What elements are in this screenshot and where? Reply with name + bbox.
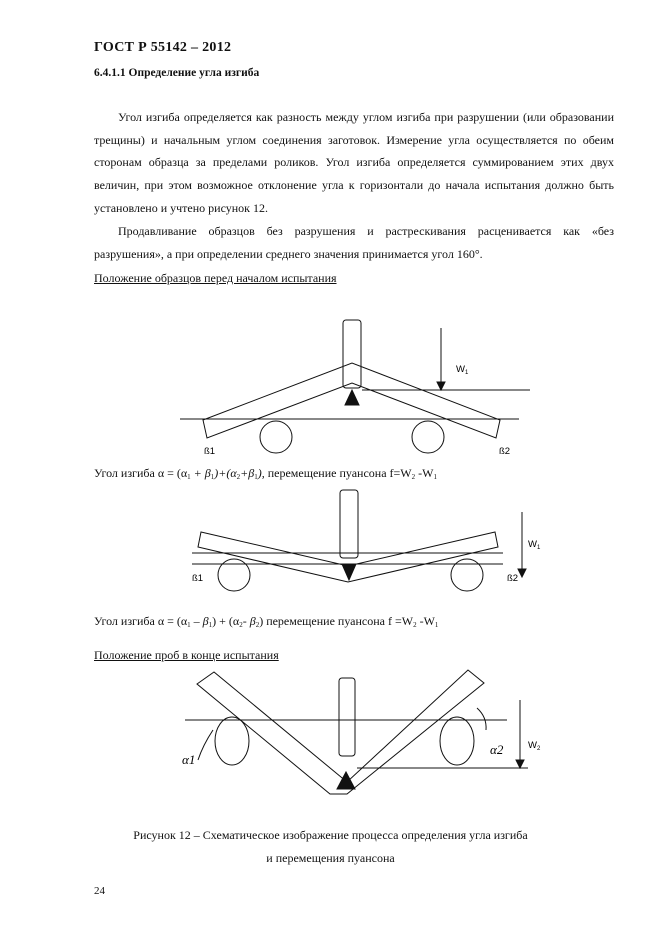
alpha1-leader [198,730,213,760]
paragraph-no-failure-text: Продавливание образцов без разрушения и растрескивания расценивается как «без разрушения», а при определении среднего значения принимается угол 160°. [94,224,614,261]
w1-label-2: $W_1$ [528,539,541,551]
w1-arrowhead-2 [518,569,526,577]
punch-1 [343,320,361,388]
alpha1-label: α1 [182,752,196,767]
page-number: 24 [94,885,105,897]
roller-right-1 [412,421,444,453]
document-code: ГОСТ Р 55142 – 2012 [94,40,232,55]
formula-bend-angle-1: Угол изгиба $\alpha = (\alpha_1 + \beta_1)+(\alpha_2+\beta_1)$, перемещение пуансона $f=W_2$ $-W_1$ [94,466,437,481]
punch-2 [340,490,358,558]
roller-left-3 [215,717,249,765]
beta2-label-1: ß2 [499,446,511,457]
figure-caption-line2: и перемещения пуансона [266,851,395,865]
w2-label-3: $W_2$ [528,740,541,752]
heading-end-position: Положение проб в конце испытания [94,648,279,662]
heading-start-position: Положение образцов перед началом испытания [94,271,337,285]
beta1-label-1: ß1 [204,446,216,457]
support-3 [337,772,355,789]
punch-3 [339,678,355,756]
figure-caption-line1: Рисунок 12 – Схематическое изображение процесса определения угла изгиба [133,828,528,842]
roller-left-1 [260,421,292,453]
alpha2-label: α2 [490,742,504,757]
w1-arrowhead-1 [437,382,445,390]
w2-arrowhead-3 [516,760,524,768]
beta1-label-2: ß1 [192,573,204,584]
formula-bend-angle-2: Угол изгиба $\alpha = (\alpha_1 - \beta_1) + (\alpha_2-$ $\beta_2$) перемещение пуансона $f =W_2$ $-W_1$ [94,614,439,629]
section-title: 6.4.1.1 Определение угла изгиба [94,67,260,79]
w1-label-1: $W_1$ [456,364,469,376]
paragraph-bend-angle-text: Угол изгиба определяется как разность между углом изгиба при разрушении (или образовании трещины) и начальным углом соединения заготовок. Измерение угла осуществляется по обеим сторонам образца за пределами роликов. Угол изгиба определяется суммированием этих двух величин, при этом возможное отклонение угла к горизонтали до начала испытания должно быть установлено и учтено рисунок 12. [94,110,614,215]
alpha2-arc [477,708,486,730]
support-1 [345,390,359,405]
support-2 [342,564,356,580]
roller-right-3 [440,717,474,765]
beta2-label-2: ß2 [507,573,519,584]
